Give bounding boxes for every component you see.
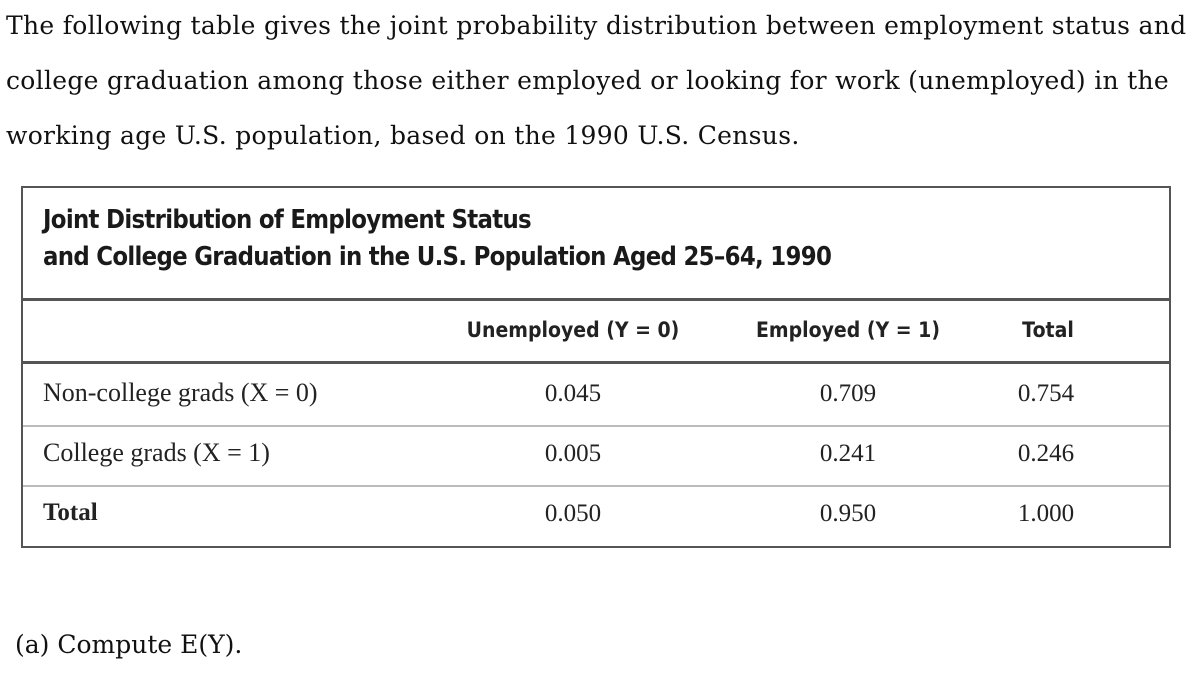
row-label-total: Total bbox=[43, 499, 98, 526]
cell-non-college-employed: 0.709 bbox=[819, 380, 877, 407]
row-divider-1 bbox=[23, 425, 1169, 427]
cell-non-college-unemployed: 0.045 bbox=[544, 380, 602, 407]
row-label-college: College grads (X = 1) bbox=[43, 438, 270, 467]
cell-non-college-total: 0.754 bbox=[1017, 380, 1075, 407]
cell-college-unemployed: 0.005 bbox=[544, 440, 602, 467]
joint-distribution-table bbox=[21, 186, 1171, 548]
row-label-non-college: Non-college grads (X = 0) bbox=[43, 378, 318, 407]
table-caption-line-1: Joint Distribution of Employment Status bbox=[43, 205, 531, 235]
row-divider-2 bbox=[23, 485, 1169, 487]
cell-total-total: 1.000 bbox=[1017, 500, 1075, 527]
cell-total-unemployed: 0.050 bbox=[544, 500, 602, 527]
question-a: (a) Compute E(Y). bbox=[15, 630, 243, 659]
cell-total-employed: 0.950 bbox=[819, 500, 877, 527]
cell-college-employed: 0.241 bbox=[819, 440, 877, 467]
problem-statement bbox=[6, 0, 1196, 165]
intro-line-1: The following table gives the joint probability distribution between employment status and bbox=[6, 11, 1187, 40]
header-total: Total bbox=[1022, 318, 1074, 342]
caption-divider bbox=[23, 298, 1169, 301]
intro-line-2: college graduation among those either employed or looking for work (unemployed) in the bbox=[6, 66, 1169, 95]
table-caption-line-2: and College Graduation in the U.S. Population Aged 25–64, 1990 bbox=[43, 242, 832, 272]
header-employed: Employed (Y = 1) bbox=[756, 318, 940, 342]
table-caption bbox=[43, 202, 831, 276]
header-divider bbox=[23, 361, 1169, 364]
intro-line-3: working age U.S. population, based on the 1990 U.S. Census. bbox=[6, 121, 800, 150]
cell-college-total: 0.246 bbox=[1017, 440, 1075, 467]
header-unemployed: Unemployed (Y = 0) bbox=[466, 318, 680, 342]
